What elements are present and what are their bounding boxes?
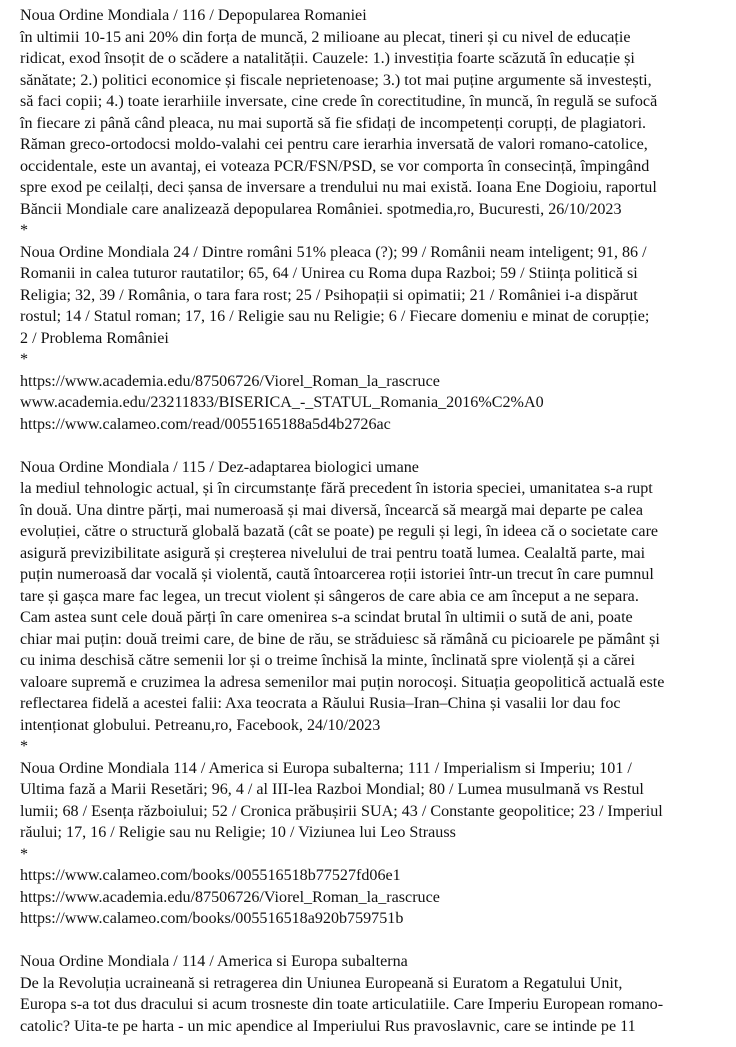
article-dez-adaptarea-biologica	[20, 457, 736, 930]
separator-asterisk: *	[20, 738, 29, 755]
reference-link[interactable]: https://www.academia.edu/87506726/Viorel_Roman_la_rascruce	[20, 372, 440, 390]
section-gap	[20, 435, 736, 457]
article-text-line: în două. Una dintre părți, mai numeroasă și mai diversă, încearcă să meargă mai departe pe calea	[20, 501, 644, 519]
reference-link[interactable]: https://www.calameo.com/books/005516518a920b759751b	[20, 910, 404, 927]
article-source-line: intenționat globului. Petreanu,ro, Facebook, 24/10/2023	[20, 716, 381, 734]
article-title: Noua Ordine Mondiala / 116 / Depopularea Romaniei	[20, 7, 367, 24]
related-list-line: Religia; 32, 39 / România, o tara fara rost; 25 / Psihopații si opimatii; 21 / României i-a dispărut	[20, 286, 638, 304]
related-list-line: Ultima fază a Marii Resetări; 96, 4 / al III-lea Razboi Mondial; 80 / Lumea musulmană vs Restul	[20, 781, 644, 798]
separator-asterisk: *	[20, 845, 29, 863]
separator-asterisk: *	[20, 222, 29, 239]
article-america-si-europa	[20, 951, 736, 1037]
article-text-line: să faci copii; 4.) toate ierarhiile inversate, cine crede în corectitudine, în muncă, în regulă se sufocă	[20, 93, 658, 110]
related-list-line: rostul; 14 / Statul roman; 17, 16 / Religie sau nu Religie; 6 / Fiecare domeniu e minat de corupție;	[20, 308, 650, 325]
article-title: Noua Ordine Mondiala / 114 / America si Europa subalterna	[20, 953, 408, 970]
article-text-line: în ultimii 10-15 ani 20% din forța de muncă, 2 milioane au plecat, tineri și cu nivel de educație	[20, 28, 631, 46]
article-text-line: tare și gașca mare fac legea, un trecut violent și sângeros de care abia ce am început a ne separa.	[20, 587, 639, 605]
reference-link[interactable]: https://www.calameo.com/read/0055165188a5d4b2726ac	[20, 415, 391, 433]
related-list-line: Noua Ordine Mondiala 24 / Dintre români 51% pleaca (?); 99 / Românii neam inteligent; 91, 86 /	[20, 243, 647, 261]
related-list-line: lumii; 68 / Esența războiului; 52 / Cronica prăbușirii SUA; 43 / Constante geopolitice; 23 / Imperiul	[20, 802, 663, 820]
article-text-line: reflectarea fidelă a acestei falii: Axa teocrata a Răului Rusia–Iran–China și vasalii lor dau foc	[20, 695, 621, 712]
section-gap	[20, 930, 736, 952]
article-text-line: valoare supremă e cruzimea la adresa semenilor mai puțin norocoși. Situația geopolitică actuală este	[20, 673, 665, 691]
related-list-line: Noua Ordine Mondiala 114 / America si Europa subalterna; 111 / Imperialism si Imperiu; 101 /	[20, 759, 632, 777]
related-list-line: Romanii in calea tuturor rautatilor; 65, 64 / Unirea cu Roma dupa Razboi; 59 / Stiința politică si	[20, 265, 638, 282]
article-text-line: cu inima deschisă către semenii lor și o treime închisă la minte, înclinată spre violență și a cărei	[20, 652, 635, 669]
article-text-line: puțin numeroasă dar vocală și violentă, caută întoarcerea roții istoriei într-un trecut în care pumnul	[20, 566, 654, 583]
article-text-line: Cam astea sunt cele două părți în care omenirea s-a scindat brutal în ultimii o sută de ani, poate	[20, 609, 633, 626]
reference-link[interactable]: www.academia.edu/23211833/BISERICA_-_STATUL_Romania_2016%C2%A0	[20, 394, 544, 411]
article-text-line: occidentale, este un avantaj, ei voteaza PCR/FSN/PSD, se vor comporta în consecință, împingând	[20, 157, 650, 175]
related-list-line: 2 / Problema României	[20, 329, 169, 347]
article-title: Noua Ordine Mondiala / 115 / Dez-adaptarea biologici umane	[20, 458, 419, 476]
article-text-line: spre exod pe ceilalți, deci șansa de inversare a trendului nu mai există. Ioana Ene Dogioiu, raportul	[20, 179, 657, 196]
article-text-line: catolic? Uita-te pe harta - un mic apendice al Imperiului Rus pravoslavnic, care se intinde pe 11	[20, 1017, 636, 1035]
article-text-line: la mediul tehnologic actual, și în circumstanțe fără precedent în istoria speciei, umanitatea s-a rupt	[20, 480, 653, 497]
article-text-line: chiar mai puțin: două treimi care, de bine de rău, se străduiesc să rămână cu picioarele pe pământ și	[20, 630, 660, 648]
reference-link[interactable]: https://www.academia.edu/87506726/Viorel_Roman_la_rascruce	[20, 888, 440, 906]
article-text-line: De la Revoluția ucraineană si retragerea din Uniunea Europeană si Euratom a Regatului Unit,	[20, 974, 623, 992]
article-text-line: Răman greco-ortodocsi moldo-valahi cei pentru care ierarhia inversată de valori romano-catolice,	[20, 136, 648, 153]
article-text-line: în fiecare zi până când pleaca, nu mai suportă să fie sfidați de incompetenți corupți, de plagiatori.	[20, 114, 647, 132]
article-text-line: ridicat, exod însoțit de o scădere a natalității. Cauzele: 1.) investiția foarte scăzută în educație și	[20, 50, 635, 67]
article-text-line: Europa s-a tot dus dracului si acum trosneste din toate articulatiile. Care Imperiu European romano-	[20, 996, 664, 1013]
article-depopularea-romaniei	[20, 5, 736, 435]
article-text-line: sănătate; 2.) politici economice și fiscale neprietenoase; 3.) tot mai puține argumente să investești,	[20, 71, 652, 89]
related-list-line: răului; 17, 16 / Religie sau nu Religie; 10 / Viziunea lui Leo Strauss	[20, 824, 456, 841]
article-text-line: asigură previzibilitate asigură și creșterea nivelului de trai pentru toată lumea. Cealaltă parte, mai	[20, 544, 646, 562]
separator-asterisk: *	[20, 351, 29, 368]
reference-link[interactable]: https://www.calameo.com/books/005516518b77527fd06e1	[20, 867, 401, 884]
article-source-line: Băncii Mondiale care analizează depopularea României. spotmedia,ro, Bucuresti, 26/10/2023	[20, 200, 622, 218]
article-text-line: evoluției, către o structură globală bazată (cât se poate) pe reguli și legi, în ideea că o societate care	[20, 523, 659, 540]
